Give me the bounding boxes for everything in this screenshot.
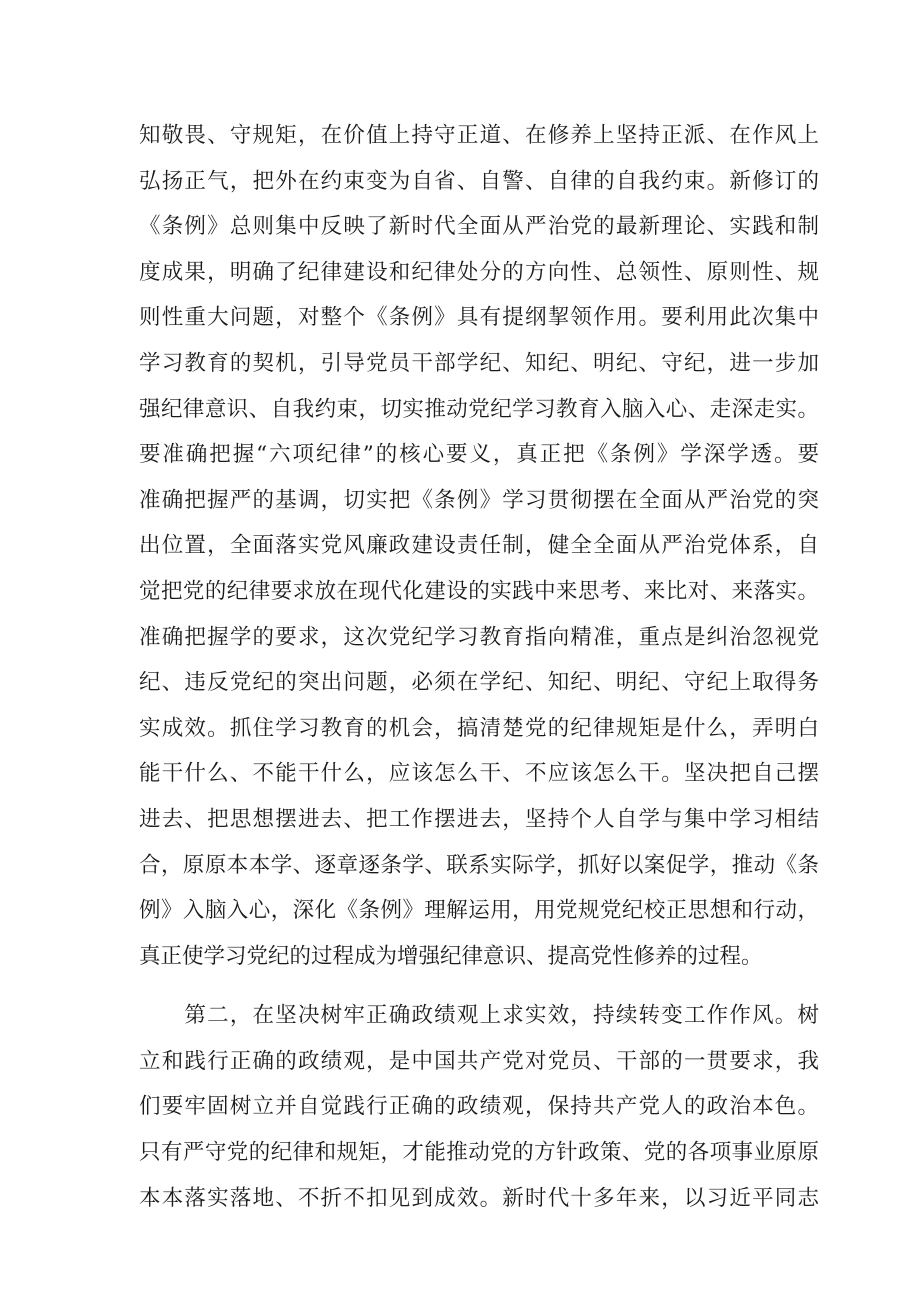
text-line: 知敬畏、守规矩，在价值上持守正道、在修养上坚持正派、在作风上 [139,123,819,148]
text-line: 觉把党的纪律要求放在现代化建设的实践中来思考、来比对、来落实。 [139,578,819,604]
paragraph-1 [139,113,819,979]
text-line: 度成果，明确了纪律建设和纪律处分的方向性、总领性、原则性、规 [139,259,819,285]
text-line: 强纪律意识、自我约束，切实推动党纪学习教育入脑入心、走深走实。 [139,396,819,422]
text-line: 弘扬正气，把外在约束变为自省、自警、自律的自我约束。新修订的 [139,168,819,194]
text-line: 只有严守党的纪律和规矩，才能推动党的方针政策、党的各项事业原原 [139,1140,819,1166]
text-line: 真正使学习党纪的过程成为增强纪律意识、提高党性修养的过程。 [139,943,763,969]
text-line: 准确把握学的要求，这次党纪学习教育指向精准，重点是纠治忽视党 [139,624,819,650]
text-line: 立和践行正确的政绩观，是中国共产党对党员、干部的一贯要求，我 [139,1048,819,1074]
text-line: 合，原原本本学、逐章逐条学、联系实际学，抓好以案促学，推动《条 [139,852,819,878]
text-line: 例》入脑入心，深化《条例》理解运用，用党规党纪校正思想和行动， [139,898,819,924]
text-line: 能干什么、不能干什么，应该怎么干、不应该怎么干。坚决把自己摆 [139,761,819,787]
text-line: 纪、违反党纪的突出问题，必须在学纪、知纪、明纪、守纪上取得务 [139,670,819,696]
text-line: 学习教育的契机，引导党员干部学纪、知纪、明纪、守纪，进一步加 [139,350,819,376]
text-line: 要准确把握“六项纪律”的核心要义，真正把《条例》学深学透。要 [139,442,819,468]
text-line: 《条例》总则集中反映了新时代全面从严治党的最新理论、实践和制 [139,214,819,240]
body-text [139,113,819,1221]
text-line: 本本落实落地、不折不扣见到成效。新时代十多年来，以习近平同志 [139,1185,819,1211]
paragraph-gap [139,979,819,993]
text-line: 准确把握严的基调，切实把《条例》学习贯彻摆在全面从严治党的突 [139,487,819,513]
paragraph-2 [139,993,819,1221]
text-line: 进去、把思想摆进去、把工作摆进去，坚持个人自学与集中学习相结 [139,806,819,832]
text-line: 第二，在坚决树牢正确政绩观上求实效，持续转变工作作风。树 [139,1003,819,1029]
text-line: 则性重大问题，对整个《条例》具有提纲挈领作用。要利用此次集中 [139,305,819,331]
text-line: 实成效。抓住学习教育的机会，搞清楚党的纪律规矩是什么，弄明白 [139,715,819,741]
text-line: 出位置，全面落实党风廉政建设责任制，健全全面从严治党体系，自 [139,533,819,559]
text-line: 们要牢固树立并自觉践行正确的政绩观，保持共产党人的政治本色。 [139,1094,819,1120]
